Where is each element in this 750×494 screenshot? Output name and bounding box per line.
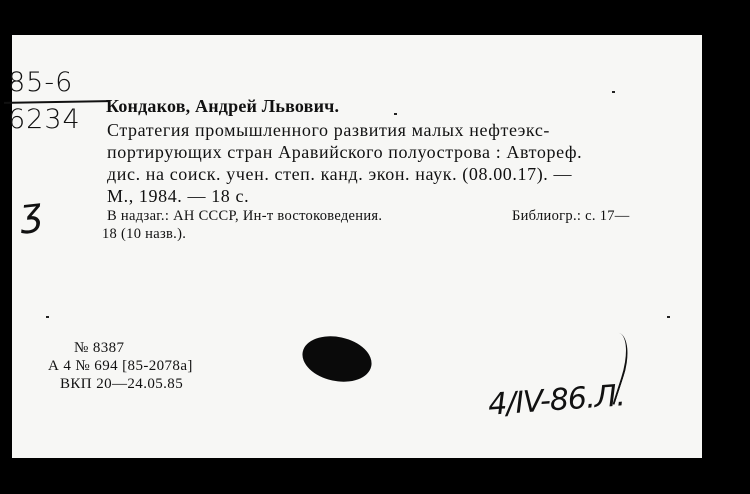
handwritten-mark: ʒ <box>17 188 45 236</box>
scan-speck <box>667 316 670 318</box>
scan-speck <box>46 316 49 318</box>
title-line-4: М., 1984. — 18 с. <box>107 186 250 206</box>
scan-speck <box>612 91 615 93</box>
registry-code: А 4 № 694 [85-2078а] <box>48 358 193 374</box>
handwritten-date: 4/IV-86.Л. <box>486 378 626 423</box>
note-bibliography-cont: 18 (10 назв.). <box>102 226 187 242</box>
scan-speck <box>394 113 397 115</box>
call-number-bottom: 6234 <box>8 104 81 135</box>
note-bibliography: Библиогр.: с. 17— <box>512 208 630 224</box>
title-line-1: Стратегия промышленного развития малых нефтеэкс- <box>107 120 551 140</box>
note-header: В надзаг.: АН СССР, Ин-т востоковедения. <box>107 208 383 224</box>
call-number-top: 85-6 <box>8 67 74 98</box>
registry-number: № 8387 <box>74 340 125 356</box>
title-line-2: портирующих стран Аравийского полуострова : Автореф. <box>107 142 583 162</box>
title-line-3: дис. на соиск. учен. степ. канд. экон. наук. (08.00.17). — <box>107 164 573 184</box>
registry-vkp: ВКП 20—24.05.85 <box>60 376 184 392</box>
author-name: Кондаков, Андрей Львович. <box>106 96 340 116</box>
